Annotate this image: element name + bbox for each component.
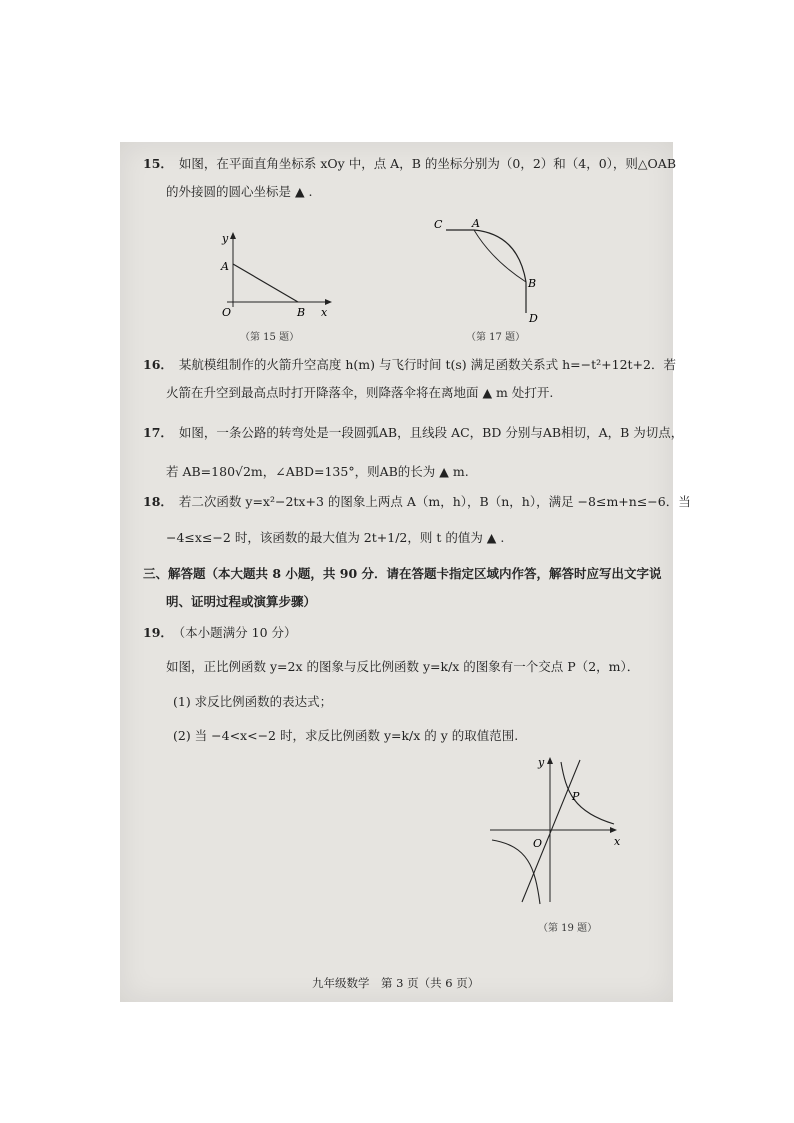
figure-15 bbox=[200, 225, 340, 325]
fig15-x-arrow bbox=[325, 299, 332, 305]
fig19-label-p: P bbox=[572, 790, 580, 803]
question-16-line1: 16． 某航模组制作的火箭升空高度 h(m) 与飞行时间 t(s) 满足函数关系式 h=−t²+12t+2．若 bbox=[143, 357, 676, 372]
fig17-label-b: B bbox=[528, 277, 537, 290]
question-18-number: 18． bbox=[143, 494, 173, 509]
question-18-line2: −4≤x≤−2 时，该函数的最大值为 2t+1/2，则 t 的值为 ▲ . bbox=[166, 530, 505, 545]
fig17-arc-ab bbox=[474, 230, 526, 282]
figure-19 bbox=[482, 752, 632, 912]
fig19-label-x: x bbox=[614, 835, 621, 848]
fig15-label-x: x bbox=[321, 306, 328, 319]
fig17-label-d: D bbox=[529, 312, 538, 325]
question-19-part1: (1) 求反比例函数的表达式； bbox=[173, 694, 333, 709]
question-15-line2: 的外接圆的圆心坐标是 ▲ . bbox=[166, 184, 313, 199]
question-18-line1: 18． 若二次函数 y=x²−2tx+3 的图象上两点 A（m，h），B（n，h），满足 −8≤m+n≤−6．当 bbox=[143, 494, 691, 509]
question-17-number: 17． bbox=[143, 425, 173, 440]
page-footer: 九年级数学 第 3 页（共 6 页） bbox=[312, 976, 480, 990]
question-17-line2: 若 AB=180√2m，∠ABD=135°，则AB的长为 ▲ m. bbox=[166, 464, 469, 479]
fig19-y-arrow bbox=[547, 757, 553, 764]
fig15-label-a: A bbox=[221, 260, 229, 273]
fig19-line-y-2x bbox=[522, 760, 580, 902]
section-3-heading-line1: 三、解答题（本大题共 8 小题，共 90 分．请在答题卡指定区域内作答，解答时应写出文字说 bbox=[143, 566, 662, 581]
fig17-caption: （第 17 题） bbox=[466, 332, 526, 343]
fig19-x-arrow bbox=[610, 827, 617, 833]
question-16-number: 16． bbox=[143, 357, 173, 372]
fig19-label-o: O bbox=[533, 837, 543, 850]
question-19-part2: (2) 当 −4<x<−2 时，求反比例函数 y=k/x 的 y 的取值范围. bbox=[173, 728, 519, 743]
question-19-stem: 如图，正比例函数 y=2x 的图象与反比例函数 y=k/x 的图象有一个交点 P（2，m）． bbox=[166, 659, 640, 674]
fig15-y-arrow bbox=[230, 232, 236, 239]
fig15-label-b: B bbox=[297, 306, 306, 319]
question-19-header: 19． （本小题满分 10 分） bbox=[143, 625, 297, 640]
question-19-number: 19． bbox=[143, 625, 173, 640]
question-16-line2: 火箭在升空到最高点时打开降落伞，则降落伞将在离地面 ▲ m 处打开. bbox=[166, 385, 554, 400]
fig19-hyperbola-branch-1 bbox=[561, 762, 614, 824]
question-17-line1: 17． 如图，一条公路的转弯处是一段圆弧AB，且线段 AC，BD 分别与AB相切，A，B 为切点， bbox=[143, 425, 684, 440]
fig17-label-a: A bbox=[472, 217, 480, 230]
fig15-caption: （第 15 题） bbox=[240, 332, 300, 343]
fig19-caption: （第 19 题） bbox=[538, 923, 598, 934]
fig15-label-o: O bbox=[222, 306, 232, 319]
fig15-segment-ab bbox=[233, 264, 298, 302]
section-3-heading-line2: 明、证明过程或演算步骤） bbox=[166, 594, 317, 609]
fig19-label-y: y bbox=[538, 756, 545, 769]
question-15-number: 15． bbox=[143, 156, 173, 171]
figure-17 bbox=[430, 210, 550, 325]
question-15-line1: 15． 如图，在平面直角坐标系 xOy 中，点 A，B 的坐标分别为（0，2）和（4，0），则△OAB bbox=[143, 156, 677, 171]
fig17-label-c: C bbox=[434, 218, 443, 231]
fig15-label-y: y bbox=[222, 232, 229, 245]
